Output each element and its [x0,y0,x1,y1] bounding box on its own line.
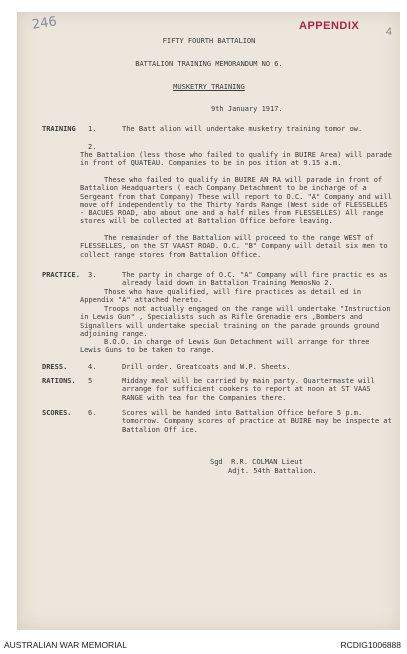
footer-archive-name: AUSTRALIAN WAR MEMORIAL [4,640,127,650]
practice-text-a: The party in charge of O.C. "A" Company will fire practic es as already laid down in Battalion Training MemosNo 2. [122,271,388,288]
rations-number: 5 [88,377,93,385]
practice-text-b: Those who have qualified, will fire practices as detail ed in Appendix "A" attached hereto. [80,288,362,305]
battalion-heading: FIFTY FOURTH BATTALION [162,37,256,45]
training-para-1-number: 1. [88,125,97,133]
practice-text-c: Troops not actually engaged on the range will undertake "Instruction in Lewis Gun" , Specialists such as Rifle Grenadie ers ,Bombers and Signallers will undertake special training on the parade grounds ground adjoining range. [80,305,391,338]
page-number: 4 [385,26,392,38]
practice-number: 3. [88,271,97,279]
training-para-2-remainder-text: The remainder of the Battalion will proceed to the range WEST of FLESSELLES, on the ST VAAST ROAD. O.C. "B" Company will detail six men to collect range stores from Battalion Office. [80,234,388,259]
signature-title: Adjt. 54th Battalion. [228,467,317,475]
memo-date: 9th January 1917. [211,105,283,113]
training-label: TRAINING [42,125,76,133]
dress-label: DRESS. [42,363,68,371]
scores-number: 6. [88,409,97,417]
dress-number: 4. [88,363,97,371]
practice-label: PRACTICE. [42,271,80,279]
rations-text: Midday meal will be carried by main party. Quartermaste will arrange for sufficient cookers to report at noon at ST VAAS RANGE with tea for the Companies there. [122,377,375,402]
training-para-2-text: The Battalion (less those who failed to qualify in BUIRE Area) will parade in front of QUATEAU. Companies to be in pos ition at 9.15 a.m. [80,151,392,168]
memo-title: BATTALION TRAINING MEMORANDUM NO 6. [135,60,283,68]
training-para-1-text: The Batt alion will undertake musketry training tomor ow. [122,125,363,133]
signature-name: Sgd R.R. COLMAN Lieut [210,458,303,466]
training-para-2-number: 2. [88,143,97,151]
appendix-stamp: APPENDIX [299,20,360,32]
rations-label: RATIONS. [42,377,76,385]
footer-record-id: RCDIG1006888 [340,640,401,650]
practice-text-d: B.O.O. in charge of Lewis Gun Detachment will arrange for three Lewis Guns to be taken to range. [80,338,370,355]
memo-subject: MUSKETRY TRAINING [173,83,245,91]
document-page [17,12,400,630]
handwritten-folio-number: 246 [31,14,58,33]
training-para-2-failed-text: These who failed to qualify in BUIRE AN RA will parade in front of Battalion Headquarters ( each Company Detachment to be incharge of a Sergeant from that Company) These will report to O.C. "A" Company and will move off independently to the Thirty Yards Range (West side of FLESSELLES - BACUES ROAD, abo about one and a half miles from FLESSELLES) All range stores will be collected at Battalion Office before leaving. [80,176,392,226]
scores-label: SCORES. [42,409,72,417]
scores-text: Scores will be handed into Battalion Office before 5 p.m. tomorrow. Company scores of practice at BUIRE may be inspecte at Battalion Off ice. [122,409,392,434]
dress-text: Drill order. Greatcoats and W.P. Sheets. [122,363,291,371]
